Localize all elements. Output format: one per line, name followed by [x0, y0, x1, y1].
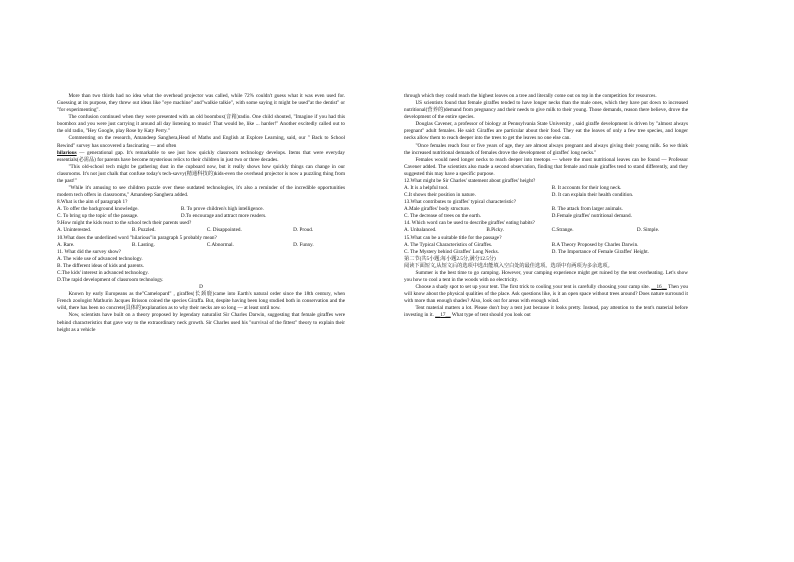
- question-stem: 12.What might be Sir Charles' statement about giraffes' height?: [404, 177, 536, 184]
- option-c: C.The kids' interest in advanced technology.: [57, 269, 149, 276]
- option-d: D. It can explain their health condition.: [551, 192, 634, 199]
- option-a: A. The Typical Characteristics of Giraffes.: [404, 241, 493, 248]
- option-d: D. Simple.: [636, 227, 660, 234]
- question-stem: 11. What did the survey show?: [57, 248, 121, 255]
- option-b: B. The attack from larger animals.: [551, 206, 623, 213]
- option-b: B.A Theory Proposed by Charles Darwin.: [551, 241, 639, 248]
- section-title: 第二节(共5小题;每小题2.5分,满分12.5分): [404, 255, 496, 262]
- paragraph: "This old-school tech might be gathering dust in the cupboard now, but it really shows how quickly things can change in our classrooms. It's not just chalk that confuse today's tech-savvy(精通科技的)kids-even the overhead projector is now a puzzling thing from the past!": [57, 163, 345, 184]
- blank-16[interactable]: __16__: [651, 284, 667, 291]
- question-stem: 14. Which word can be used to describe giraffes' eating habits?: [404, 220, 535, 227]
- option-c: C. Disappointed.: [206, 227, 242, 234]
- question-stem: 9.How might the kids react to the school tech their parents used?: [57, 220, 192, 227]
- option-b: B. Puzzled.: [131, 227, 156, 234]
- left-column: [57, 93, 345, 334]
- paragraph: Now, scientists have built on a theory proposed by legendary naturalist Sir Charles Darwin, suggesting that female giraffes were behind characteristics that gave way to the extraordinary neck growth. Sir Charles used his "survival of the fittest" theory to explain their height as a vehicle: [57, 312, 345, 333]
- right-column: [404, 93, 688, 320]
- option-row: [404, 227, 688, 234]
- option-d: D.To encourage and attract more readers.: [180, 213, 267, 220]
- paragraph: More than two thirds had no idea what the overhead projector was called, while 72% couldn't guess what it was even used for. Guessing at its purpose, they threw out ideas like "eye machine" and"walkie talkie", with some saying it might be used"at the dentist" or "for experimenting".: [57, 93, 345, 114]
- paragraph: US scientists found that female giraffes tended to have longer necks than the male ones, which they have put down to increased nutritional(营养的)demand from pregnancy and their needs to give milk to their young. Those demands, reason there believe, drove the development of the entire species.: [404, 100, 688, 121]
- paragraph: The confusion continued when they were presented with an old boombox(音箱)radio. One child shouted, "Imagine if you had this boombox and you were just carrying it around all day listening to music! That would be, like ... harder!" Another excitedly called out to the old radio, "Hey Google, play Rose by Katy Perry.": [57, 114, 345, 135]
- option-c: C.It shows their position in nature.: [404, 192, 476, 199]
- option-row: [404, 242, 688, 249]
- option-b: B.Picky.: [486, 227, 504, 234]
- option-c: C.Abnormal.: [206, 241, 234, 248]
- paragraph: Females would need longer necks to reach deeper into treetops — where the most nutritional leaves can be found — Professor Cavener added. The scientists also made a second observation, finding that female and male giraffes tend to stand differently, and they suggested this may have a specific purpose.: [404, 156, 688, 177]
- question-stem: 8.What is the aim of paragraph 1?: [57, 199, 128, 206]
- section-label: D: [199, 284, 203, 291]
- option-d: D. Funny.: [293, 241, 314, 248]
- option-row: [404, 249, 688, 256]
- paragraph: Commenting on the research, Amandeep Sanghera,Head of Maths and English at Explore Learning, said, our " Back to School Rewind" survey has uncovered a fascinating — and often: [57, 135, 345, 149]
- option-a: A. Uninterested.: [57, 227, 92, 234]
- option-a: A.Male giraffes' body structure.: [404, 206, 471, 213]
- option-a: A. Rare.: [57, 241, 75, 248]
- option-row: [57, 242, 345, 249]
- option-b: B. The different ideas of kids and parents.: [57, 262, 144, 269]
- paragraph: "Once females reach four or five years of age, they are almost always pregnant and always giving their young milk. So we think the increased nutritional demands of females drove the development of giraffes' long necks.": [404, 142, 688, 156]
- option-a: A. The wide use of advanced technology.: [57, 255, 143, 262]
- paragraph: Choose a shady spot to set up your tent. The first trick to cooling your tent is carefully choosing your camp site. __16__ Then you will know about the physical qualities of the place. Ask questions like, is it an open space without trees around? Does nature surround it with more than enough shades? Also, look out for areas with enough wind.: [404, 284, 689, 305]
- paragraph: Known by early Europeans as the"Camelopard" , giraffes(长颈鹿)came into Earth's natural order since the 18th century, when French zoologist Mathurin Jacques Brisson coined the species Giraffa. But, despite having been long studied both in conservation and the wild, there has been no concrete(具体的)explanation as to why their necks are so long — at least until now.: [57, 291, 345, 312]
- underlined-word: hilarious: [57, 149, 77, 156]
- option-b: B. Lasting.: [131, 241, 155, 248]
- option-row: [404, 185, 688, 192]
- option-c: C. The Mystery behind Giraffes' Long Necks.: [404, 248, 499, 255]
- option-d: D. Proud.: [293, 227, 314, 234]
- option-b: B. It accounts for their long neck.: [551, 185, 622, 192]
- option-d: D.Female giraffes' nutritional demand.: [551, 213, 632, 220]
- question-stem: 10.What does the underlined word "hilarious"in paragraph 5 probably mean?: [57, 234, 217, 241]
- paragraph: Tent material matters a lot. Please don't buy a tent just because it looks pretty. Instead, pay attention to the tent's material before investing in it. __17__ What type of tent should you look out: [404, 305, 688, 319]
- option-row: [57, 227, 345, 234]
- paragraph: "While it's amusing to see children puzzle over these outdated technologies, it's also a reminder of the incredible opportunities modern tech offers in classrooms," Amandeep Sanghera added.: [57, 185, 345, 199]
- blank-17[interactable]: __17__: [435, 312, 451, 319]
- option-a: A. To offer the background knowledge.: [57, 206, 139, 213]
- option-a: A. Unbalanced.: [404, 227, 437, 234]
- option-c: C. The decrease of trees on the earth.: [404, 213, 481, 220]
- option-d: D.The rapid development of classroom technology.: [57, 277, 164, 284]
- question-stem: 13.What contributes to giraffes' typical characteristic?: [404, 199, 517, 206]
- option-c: C. To bring up the topic of the passage.: [57, 213, 139, 220]
- paragraph: Douglas Cavener, a professor of biology at Pennsylvania State University , said giraffe development is driven by "almost always pregnant" adult females. He said: Giraffes are particular about their food. They eat the leaves of only a few tree species, and longer necks allow them to reach deeper into the trees to get the leaves no one else can.: [404, 121, 688, 142]
- paragraph: hilarious — generational gap. It's remarkable to see just how quickly classroom technology develops. Items that were everyday essentials(必需品) for parents have become mysterious relics to their children in just two or three decades.: [57, 149, 346, 163]
- option-a: A. It is a helpful tool.: [404, 185, 449, 192]
- option-d: D. The Importance of Female Giraffes' Height.: [551, 248, 649, 255]
- paragraph: through which they could reach the highest leaves on a tree and literally come out on top in the competition for resources.: [404, 93, 657, 99]
- option-b: B. To prove children's high intelligence.: [180, 206, 264, 213]
- section-instructions: 阅读下面短文,从短文后的选项中选出能填入空白处的最佳选项。选项中有两项为多余选项。: [404, 262, 613, 269]
- question-stem: 15.What can be a suitable title for the passage?: [404, 234, 502, 241]
- option-c: C.Strange.: [551, 227, 574, 234]
- option-row: [57, 213, 345, 220]
- paragraph: Summer is the best time to go camping. However, your camping experience might get ruined by the tent overheating. Let's show you how to cool a tent in the woods with no electricity.: [404, 269, 688, 284]
